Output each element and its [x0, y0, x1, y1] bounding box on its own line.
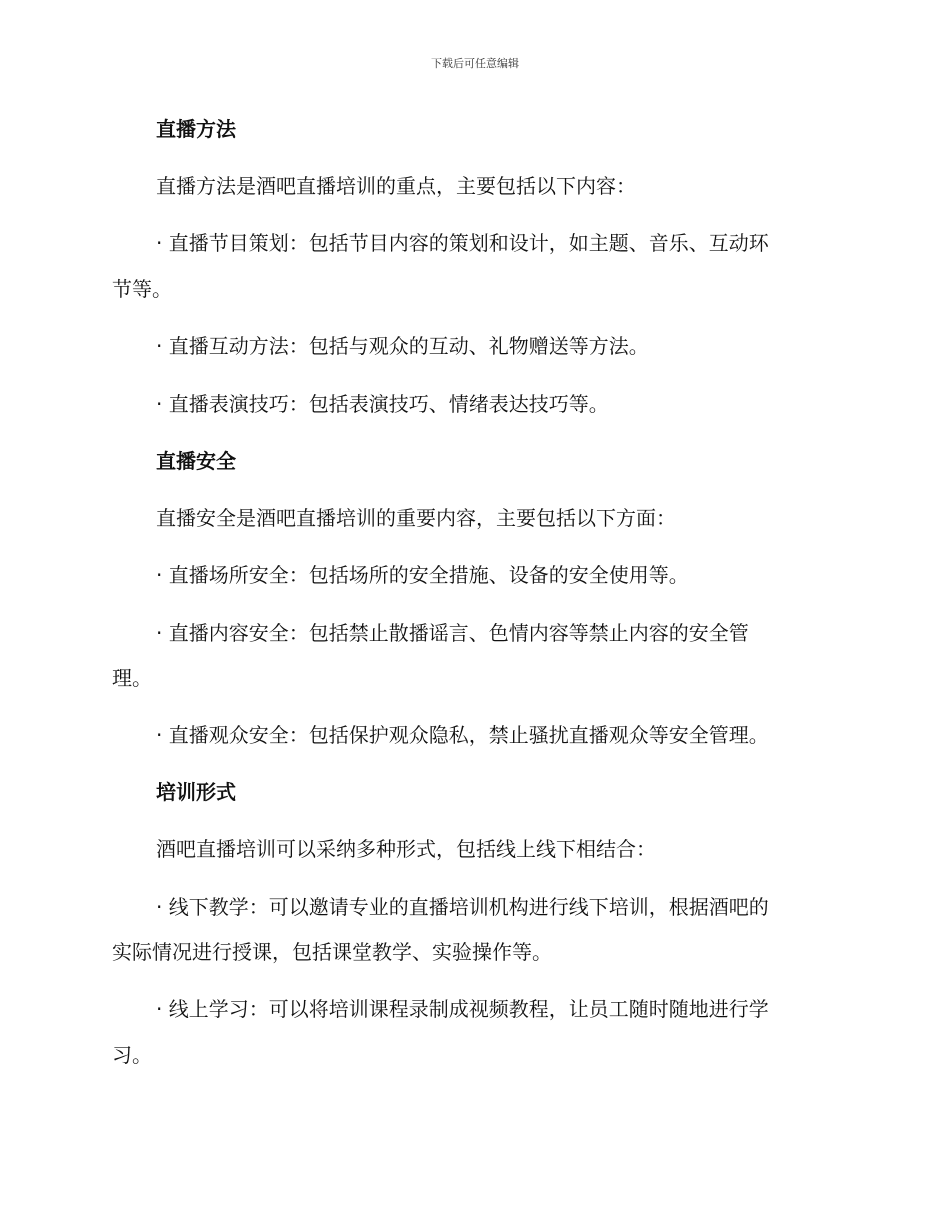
- section-heading: 直播方法: [156, 117, 236, 141]
- section-heading: 培训形式: [156, 780, 236, 804]
- bullet-item-line: · 线上学习：可以将培训课程录制成视频教程，让员工随时随地进行学: [156, 997, 769, 1021]
- bullet-item-continuation: 节等。: [112, 277, 172, 301]
- bullet-item-line: · 直播节目策划：包括节目内容的策划和设计，如主题、音乐、互动环: [156, 231, 769, 255]
- bullet-item-line: · 线下教学：可以邀请专业的直播培训机构进行线下培训，根据酒吧的: [156, 895, 769, 919]
- bullet-item-line: · 直播场所安全：包括场所的安全措施、设备的安全使用等。: [156, 563, 689, 587]
- bullet-item-line: · 直播内容安全：包括禁止散播谣言、色情内容等禁止内容的安全管: [156, 621, 749, 645]
- page-header-note: 下载后可任意编辑: [431, 57, 519, 70]
- section-heading: 直播安全: [156, 449, 236, 473]
- bullet-item-line: · 直播互动方法：包括与观众的互动、礼物赠送等方法。: [156, 334, 649, 358]
- bullet-item-line: · 直播观众安全：包括保护观众隐私，禁止骚扰直播观众等安全管理。: [156, 723, 769, 747]
- bullet-item-continuation: 习。: [112, 1043, 152, 1067]
- bullet-item-continuation: 理。: [112, 666, 152, 690]
- bullet-item-line: · 直播表演技巧：包括表演技巧、情绪表达技巧等。: [156, 392, 609, 416]
- section-intro: 直播安全是酒吧直播培训的重要内容，主要包括以下方面：: [156, 506, 676, 530]
- bullet-item-continuation: 实际情况进行授课，包括课堂教学、实验操作等。: [112, 940, 552, 964]
- section-intro: 酒吧直播培训可以采纳多种形式，包括线上线下相结合：: [156, 837, 656, 861]
- section-intro: 直播方法是酒吧直播培训的重点，主要包括以下内容：: [156, 174, 636, 198]
